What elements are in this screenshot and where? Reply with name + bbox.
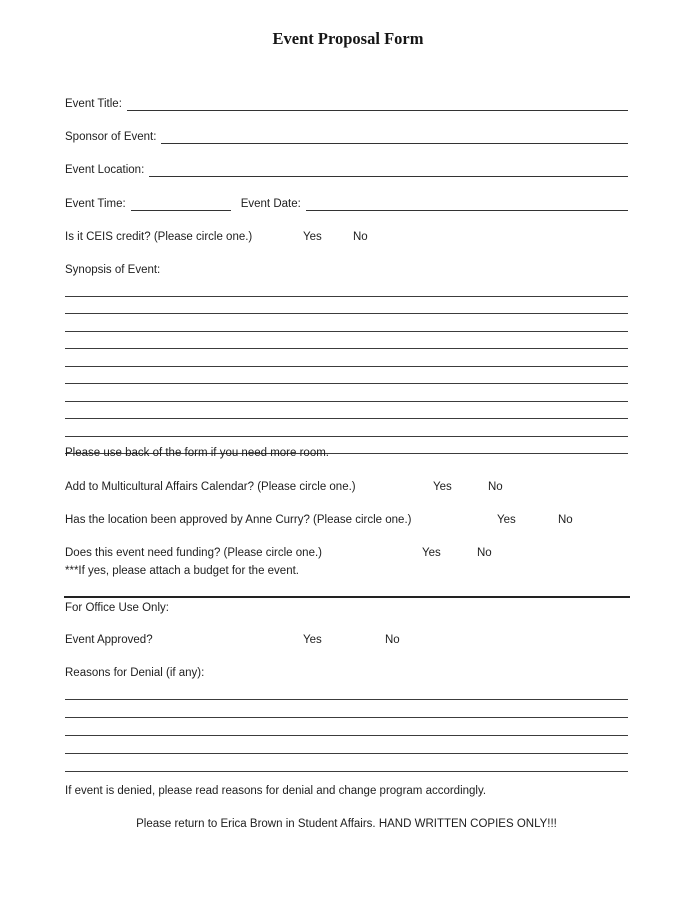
question-multicultural	[65, 480, 628, 494]
funding-yes-option[interactable]: Yes	[422, 547, 441, 559]
writing-line[interactable]	[65, 419, 628, 437]
return-note-text: Please return to Erica Brown in Student Affairs. HAND WRITTEN COPIES ONLY!!!	[136, 818, 557, 830]
field-time-date	[65, 197, 628, 211]
writing-line[interactable]	[65, 682, 628, 700]
form-title: Event Proposal Form	[272, 29, 424, 48]
ceis-no-option[interactable]: No	[353, 231, 368, 243]
writing-line[interactable]	[65, 700, 628, 718]
synopsis-writing-area[interactable]	[65, 279, 628, 454]
question-funding	[65, 546, 628, 560]
field-sponsor	[65, 130, 628, 144]
location-approved-yes-option[interactable]: Yes	[497, 514, 516, 526]
return-note	[65, 817, 628, 831]
ceis-yes-option[interactable]: Yes	[303, 231, 322, 243]
funding-budget-note	[65, 564, 628, 578]
question-location-approved	[65, 513, 628, 527]
office-section-divider	[64, 596, 630, 598]
event-approved-no-option[interactable]: No	[385, 634, 400, 646]
denial-reasons-label-text: Reasons for Denial (if any):	[65, 667, 205, 679]
writing-line[interactable]	[65, 736, 628, 754]
event-date-input-line[interactable]	[306, 197, 628, 211]
funding-budget-note-text: ***If yes, please attach a budget for the event.	[65, 565, 299, 577]
writing-line[interactable]	[65, 754, 628, 772]
denied-note-text: If event is denied, please read reasons for denial and change program accordingly.	[65, 785, 487, 797]
event-approved-label: Event Approved?	[65, 634, 153, 646]
denial-reasons-label	[65, 666, 628, 680]
writing-line[interactable]	[65, 384, 628, 402]
synopsis-note-text: Please use back of the form if you need more room.	[65, 447, 329, 459]
writing-line[interactable]	[65, 297, 628, 315]
event-time-label: Event Time:	[65, 198, 126, 210]
multicultural-yes-option[interactable]: Yes	[433, 481, 452, 493]
multicultural-no-option[interactable]: No	[488, 481, 503, 493]
location-approved-question-label: Has the location been approved by Anne Curry? (Please circle one.)	[65, 514, 412, 526]
field-event-title	[65, 97, 628, 111]
synopsis-label-text: Synopsis of Event:	[65, 264, 161, 276]
office-section-label-text: For Office Use Only:	[65, 602, 169, 614]
multicultural-question-label: Add to Multicultural Affairs Calendar? (Please circle one.)	[65, 481, 356, 493]
writing-line[interactable]	[65, 349, 628, 367]
field-location	[65, 163, 628, 177]
sponsor-label: Sponsor of Event:	[65, 131, 157, 143]
location-input-line[interactable]	[149, 163, 628, 177]
ceis-question-label: Is it CEIS credit? (Please circle one.)	[65, 231, 253, 243]
event-title-label: Event Title:	[65, 98, 122, 110]
event-time-input-line[interactable]	[131, 197, 231, 211]
synopsis-note	[65, 446, 628, 460]
funding-question-label: Does this event need funding? (Please circle one.)	[65, 547, 322, 559]
denied-note	[65, 784, 628, 798]
writing-line[interactable]	[65, 279, 628, 297]
event-title-input-line[interactable]	[127, 97, 628, 111]
writing-line[interactable]	[65, 402, 628, 420]
question-ceis	[65, 230, 628, 244]
denial-writing-area[interactable]	[65, 682, 628, 772]
writing-line[interactable]	[65, 367, 628, 385]
writing-line[interactable]	[65, 332, 628, 350]
location-approved-no-option[interactable]: No	[558, 514, 573, 526]
office-section-label	[65, 601, 628, 615]
funding-no-option[interactable]: No	[477, 547, 492, 559]
sponsor-input-line[interactable]	[161, 130, 628, 144]
event-date-label: Event Date:	[240, 198, 301, 210]
synopsis-label	[65, 263, 628, 277]
location-label: Event Location:	[65, 164, 145, 176]
question-event-approved	[65, 633, 628, 647]
writing-line[interactable]	[65, 314, 628, 332]
writing-line[interactable]	[65, 718, 628, 736]
event-approved-yes-option[interactable]: Yes	[303, 634, 322, 646]
